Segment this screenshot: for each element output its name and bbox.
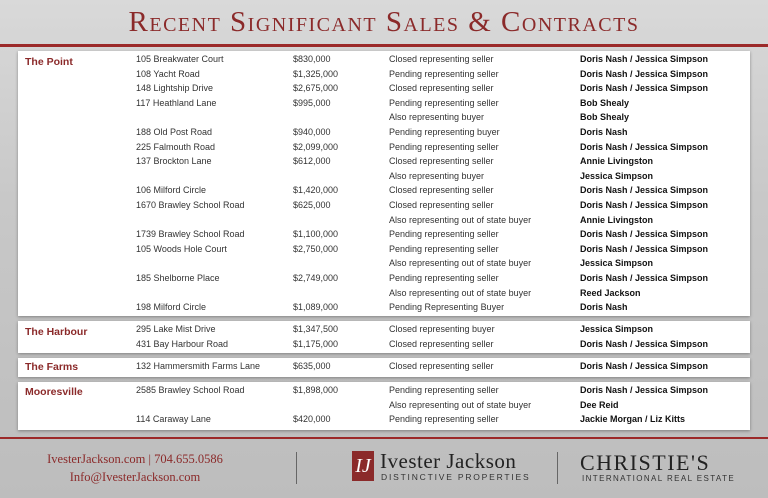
agent-names: Doris Nash / Jessica Simpson <box>580 229 709 240</box>
sale-status: Also representing buyer <box>389 112 485 123</box>
table-row <box>18 53 750 68</box>
agent-names: Doris Nash <box>580 302 628 313</box>
sale-price: $2,675,000 <box>293 83 339 94</box>
sale-status: Closed representing seller <box>389 338 494 349</box>
property-address: 132 Hammersmith Farms Lane <box>136 361 261 371</box>
ij-logo-name: Ivester Jackson <box>380 449 517 473</box>
bottom-divider-line <box>0 437 768 439</box>
agent-names: Jessica Simpson <box>580 170 654 181</box>
property-address: 114 Caraway Lane <box>136 414 211 425</box>
page-title: Recent Significant Sales & Contracts <box>128 6 640 38</box>
table-row <box>18 257 750 272</box>
table-row <box>18 323 750 338</box>
property-address: 105 Breakwater Court <box>136 54 224 64</box>
email-address: Info@IvesterJackson.com <box>69 470 201 484</box>
table-row <box>18 287 750 302</box>
agent-names: Jackie Morgan / Liz Kitts <box>580 414 686 425</box>
table-row <box>18 170 750 185</box>
sale-status: Pending representing seller <box>389 97 499 108</box>
sale-status: Pending Representing Buyer <box>389 302 505 313</box>
christies-logo-tagline: INTERNATIONAL REAL ESTATE <box>582 474 736 483</box>
agent-names: Jessica Simpson <box>580 324 654 334</box>
sale-price: $612,000 <box>293 156 331 167</box>
table-row <box>18 272 750 287</box>
top-divider-line <box>0 44 768 47</box>
sale-status: Pending representing seller <box>389 68 499 79</box>
sale-price: $420,000 <box>293 414 331 425</box>
agent-names: Doris Nash / Jessica Simpson <box>580 185 709 196</box>
table-row <box>18 68 750 83</box>
sale-price: $1,347,500 <box>293 324 339 334</box>
sale-status: Closed representing seller <box>389 185 494 196</box>
sale-status: Pending representing seller <box>389 243 499 254</box>
ivester-jackson-logo <box>352 451 530 485</box>
agent-names: Doris Nash / Jessica Simpson <box>580 141 709 152</box>
sale-price: $1,175,000 <box>293 338 339 349</box>
sale-price: $1,325,000 <box>293 68 339 79</box>
footer-contact <box>30 450 240 486</box>
sale-price: $940,000 <box>293 127 331 137</box>
property-address: 108 Yacht Road <box>136 68 200 79</box>
table-row <box>18 228 750 243</box>
sale-status: Closed representing seller <box>389 156 494 167</box>
christies-logo <box>580 452 740 486</box>
table-row <box>18 111 750 126</box>
table-row <box>18 384 750 399</box>
property-address: 198 Milford Circle <box>136 302 207 313</box>
sale-price: $2,749,000 <box>293 273 339 283</box>
property-address: 106 Milford Circle <box>136 185 207 196</box>
table-row <box>18 199 750 214</box>
sale-status: Closed representing seller <box>389 200 494 210</box>
sale-price: $995,000 <box>293 97 331 108</box>
property-address: 188 Old Post Road <box>136 127 213 137</box>
agent-names: Jessica Simpson <box>580 258 654 269</box>
sale-status: Pending representing seller <box>389 414 499 425</box>
agent-names: Doris Nash / Jessica Simpson <box>580 200 709 210</box>
table-row <box>18 243 750 258</box>
property-address: 105 Woods Hole Court <box>136 243 227 254</box>
property-address: 225 Falmouth Road <box>136 141 216 152</box>
agent-names: Doris Nash / Jessica Simpson <box>580 361 709 371</box>
sale-status: Pending representing seller <box>389 141 499 152</box>
sale-price: $1,089,000 <box>293 302 339 313</box>
sale-status: Also representing out of state buyer <box>389 287 532 298</box>
sale-price: $1,100,000 <box>293 229 339 240</box>
sale-status: Also representing out of state buyer <box>389 258 532 269</box>
agent-names: Reed Jackson <box>580 287 641 298</box>
agent-names: Annie Livingston <box>580 214 653 225</box>
agent-names: Doris Nash / Jessica Simpson <box>580 243 709 254</box>
property-address: 295 Lake Mist Drive <box>136 324 216 334</box>
table-row <box>18 399 750 414</box>
agent-names: Bob Shealy <box>580 97 630 108</box>
section-panel-mooresville <box>18 382 750 430</box>
agent-names: Doris Nash / Jessica Simpson <box>580 54 709 64</box>
agent-names: Doris Nash / Jessica Simpson <box>580 385 709 395</box>
website-phone: IvesterJackson.com | 704.655.0586 <box>47 452 223 466</box>
property-address: 431 Bay Harbour Road <box>136 338 229 349</box>
sale-status: Pending representing seller <box>389 229 499 240</box>
section-name: The Point <box>25 56 73 68</box>
sale-status: Closed representing seller <box>389 83 494 94</box>
ij-logo-tagline: DISTINCTIVE PROPERTIES <box>381 472 531 482</box>
table-row <box>18 82 750 97</box>
property-address: 2585 Brawley School Road <box>136 385 245 395</box>
footer-divider <box>557 452 558 484</box>
footer-divider <box>296 452 297 484</box>
table-row <box>18 301 750 316</box>
table-row <box>18 97 750 112</box>
table-row <box>18 184 750 199</box>
property-address: 1670 Brawley School Road <box>136 200 245 210</box>
property-address: 148 Lightship Drive <box>136 83 214 94</box>
ij-monogram: IJ <box>352 451 374 481</box>
christies-logo-name: CHRISTIE'S <box>580 450 711 475</box>
agent-names: Doris Nash / Jessica Simpson <box>580 273 709 283</box>
table-row <box>18 155 750 170</box>
table-row <box>18 413 750 428</box>
sale-price: $830,000 <box>293 54 331 64</box>
agent-names: Bob Shealy <box>580 112 630 123</box>
sale-price: $635,000 <box>293 361 331 371</box>
sale-price: $625,000 <box>293 200 331 210</box>
agent-names: Doris Nash / Jessica Simpson <box>580 83 709 94</box>
agent-names: Doris Nash / Jessica Simpson <box>580 338 709 349</box>
table-row <box>18 214 750 229</box>
property-address: 137 Brockton Lane <box>136 156 212 167</box>
sale-status: Also representing buyer <box>389 170 485 181</box>
property-address: 1739 Brawley School Road <box>136 229 245 240</box>
sale-price: $2,099,000 <box>293 141 339 152</box>
sale-status: Also representing out of state buyer <box>389 214 532 225</box>
table-row <box>18 338 750 353</box>
section-name: Mooresville <box>25 386 83 398</box>
section-panel-the-point <box>18 51 750 316</box>
table-row <box>18 126 750 141</box>
sale-status: Pending representing buyer <box>389 127 500 137</box>
sale-status: Pending representing seller <box>389 385 499 395</box>
agent-names: Dee Reid <box>580 399 619 410</box>
agent-names: Annie Livingston <box>580 156 653 167</box>
property-address: 185 Shelborne Place <box>136 273 220 283</box>
section-panel-the-harbour <box>18 321 750 353</box>
property-address: 117 Heathland Lane <box>136 97 217 108</box>
sale-price: $1,898,000 <box>293 385 339 395</box>
sale-status: Closed representing seller <box>389 54 494 64</box>
table-row <box>18 360 750 375</box>
section-name: The Farms <box>25 361 79 373</box>
agent-names: Doris Nash <box>580 127 628 137</box>
sale-status: Closed representing buyer <box>389 324 495 334</box>
sale-status: Pending representing seller <box>389 273 499 283</box>
section-panel-the-farms <box>18 358 750 377</box>
sale-status: Also representing out of state buyer <box>389 399 532 410</box>
table-row <box>18 141 750 156</box>
sale-price: $2,750,000 <box>293 243 339 254</box>
section-name: The Harbour <box>25 326 88 338</box>
sale-price: $1,420,000 <box>293 185 339 196</box>
agent-names: Doris Nash / Jessica Simpson <box>580 68 709 79</box>
sale-status: Closed representing seller <box>389 361 494 371</box>
